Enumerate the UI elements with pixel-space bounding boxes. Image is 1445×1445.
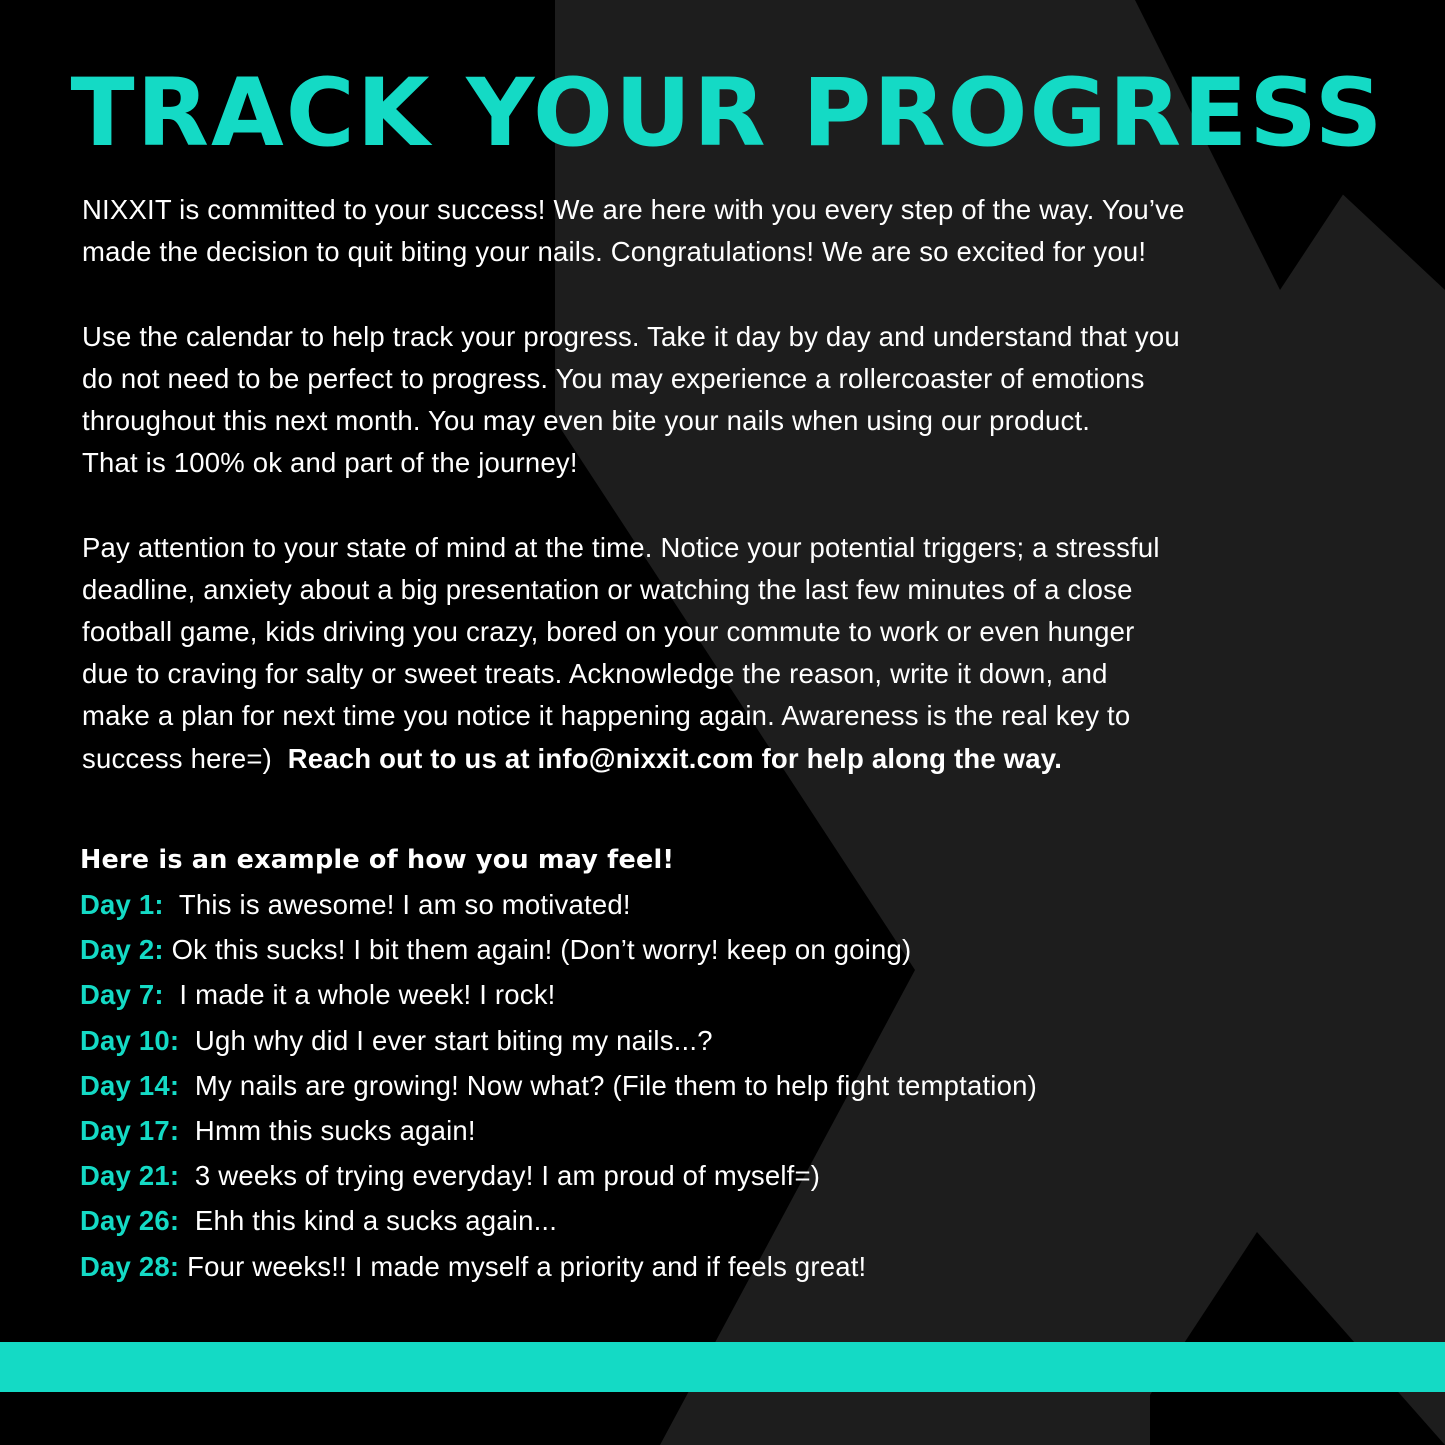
day-row <box>80 927 1380 972</box>
intro-p3-line-4: due to craving for salty or sweet treats. Acknowledge the reason, write it down, and <box>82 658 1108 690</box>
footer-accent-bar <box>0 1342 1445 1392</box>
contact-email-callout: Reach out to us at info@nixxit.com for help along the way. <box>287 742 1063 774</box>
day-label: Day 2: <box>80 934 164 966</box>
day-label: Day 10: <box>80 1024 180 1056</box>
page-title: TRACK YOUR PROGRESS <box>70 59 1385 168</box>
day-row <box>80 1018 1380 1063</box>
intro-p3-line-6: success here=) <box>82 742 288 774</box>
day-label: Day 1: <box>80 889 164 920</box>
day-text: I made it a whole week! I rock! <box>163 979 556 1011</box>
day-label: Day 28: <box>80 1250 180 1282</box>
day-text: My nails are growing! Now what? (File them to help fight temptation) <box>179 1069 1037 1101</box>
day-label: Day 17: <box>80 1115 180 1147</box>
day-label: Day 7: <box>80 979 164 1011</box>
example-feelings-list <box>80 840 1380 1289</box>
day-row <box>80 1153 1380 1198</box>
day-label: Day 26: <box>80 1205 180 1237</box>
day-text: Four weeks!! I made myself a priority and if feels great! <box>179 1250 867 1282</box>
intro-paragraph-2 <box>82 316 1372 485</box>
intro-text <box>82 189 1372 780</box>
day-text: Ok this sucks! I bit them again! (Don’t worry! keep on going) <box>163 934 912 966</box>
intro-p2-line-2: do not need to be perfect to progress. You may experience a rollercoaster of emotions <box>82 362 1145 394</box>
intro-p3-line-1: Pay attention to your state of mind at the time. Notice your potential triggers; a stressful <box>82 531 1160 563</box>
day-text: Hmm this sucks again! <box>179 1115 476 1147</box>
intro-paragraph-1 <box>82 189 1372 273</box>
example-heading: Here is an example of how you may feel! <box>80 845 675 875</box>
day-row <box>80 1244 1380 1289</box>
day-label: Day 21: <box>80 1160 180 1192</box>
day-row <box>80 882 1380 927</box>
intro-p1-line-2: made the decision to quit biting your nails. Congratulations! We are so excited for you! <box>82 236 1147 268</box>
day-row <box>80 1108 1380 1153</box>
day-text: Ugh why did I ever start biting my nails...? <box>179 1024 713 1056</box>
day-label: Day 14: <box>80 1069 180 1101</box>
day-text: Ehh this kind a sucks again... <box>179 1205 558 1237</box>
intro-p2-line-1: Use the calendar to help track your progress. Take it day by day and understand that you <box>82 320 1180 352</box>
day-text: 3 weeks of trying everyday! I am proud of myself=) <box>179 1160 821 1192</box>
intro-p3-line-2: deadline, anxiety about a big presentation or watching the last few minutes of a close <box>82 573 1133 605</box>
day-row <box>80 972 1380 1017</box>
intro-p3-line-5: make a plan for next time you notice it happening again. Awareness is the real key to <box>82 700 1131 732</box>
day-row <box>80 1063 1380 1108</box>
intro-p2-line-4: That is 100% ok and part of the journey! <box>82 447 578 479</box>
intro-p2-line-3: throughout this next month. You may even bite your nails when using our product. <box>82 405 1091 436</box>
intro-p1-line-1: NIXXIT is committed to your success! We are here with you every step of the way. You’ve <box>82 194 1185 225</box>
intro-paragraph-3 <box>82 527 1372 780</box>
day-row <box>80 1198 1380 1243</box>
day-text: This is awesome! I am so motivated! <box>163 889 631 920</box>
intro-p3-line-3: football game, kids driving you crazy, bored on your commute to work or even hunger <box>82 616 1135 647</box>
